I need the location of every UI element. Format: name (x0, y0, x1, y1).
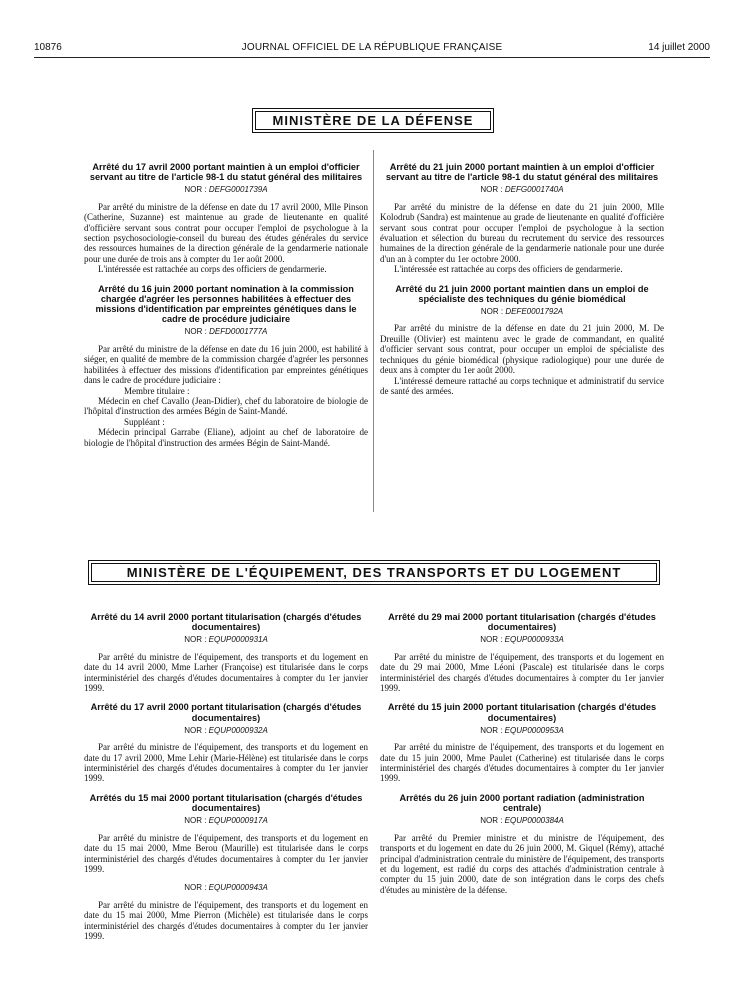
article-paragraph: Par arrêté du ministre de l'équipement, des transports et du logement en date du 14 avril 2000, Mme Larher (Françoise) est titularisée dans le corps interministériel des chargés d'études documentaires à compter du 1er janvier 1999. (84, 651, 368, 694)
header-rule (34, 57, 710, 58)
article-title: Arrêté du 17 avril 2000 portant maintien à un emploi d'officier servant au titre de l'article 98-1 du statut général des militaires (89, 162, 363, 183)
article-paragraph: L'intéressée est rattachée au corps des officiers de gendarmerie. (394, 264, 623, 275)
article-body (84, 833, 368, 875)
article-paragraph: Suppléant : (124, 416, 165, 427)
nor-reference (380, 816, 664, 826)
article-title: Arrêté du 16 juin 2000 portant nomination à la commission chargée d'agréer les personnes habilitées à effectuer des missions d'identification par empreintes génétiques dans le cadre de procédure judiciaire (95, 283, 357, 325)
nor-label: NOR : (184, 883, 207, 893)
nor-code: EQUP0000931A (208, 635, 268, 645)
nor-reference (84, 883, 368, 893)
nor-label: NOR : (480, 725, 503, 735)
article-title: Arrêté du 21 juin 2000 portant maintien à un emploi d'officier servant au titre de l'article 98-1 du statut général des militaires (385, 162, 659, 183)
ministry-banner-equipment (88, 560, 660, 585)
article-title: Arrêté du 15 juin 2000 portant titularisation (chargés d'études documentaires) (387, 702, 657, 723)
nor-reference (84, 726, 368, 736)
article-paragraph: Par arrêté du ministre de l'équipement, des transports et du logement en date du 15 mai 2000, Mme Pierron (Michèle) est titularisée dans le corps interministériel des chargés d'études documentaires à compter du 1er janvier 1999. (84, 899, 368, 941)
nor-code: EQUP0000384A (504, 816, 564, 826)
article-body (380, 833, 664, 895)
article-paragraph: L'intéressée est rattachée au corps des officiers de gendarmerie. (98, 264, 327, 275)
nor-reference (380, 726, 664, 736)
article-paragraph: Par arrêté du ministre de l'équipement, des transports et du logement en date du 15 juin 2000, Mme Paulet (Catherine) est titularisée dans le corps interministériel des chargés d'études documentaires à compter du 1er janvier 1999. (380, 742, 664, 784)
article-body (84, 652, 368, 694)
article-title: Arrêté du 14 avril 2000 portant titularisation (chargés d'études documentaires) (90, 612, 362, 633)
article (84, 793, 368, 874)
article-paragraph: Par arrêté du Premier ministre et du ministre de l'équipement, des transports et du logement en date du 26 juin 2000, M. Giquel (Rémy), attaché principal d'administration centrale du ministère de l'équipement, des transports et du logement, est radié du corps des attachés d'administration centrale à compter du 15 juin 2000, date de son intégration dans le corps des chefs d'études au ministère de la défense. (380, 832, 664, 895)
article (380, 612, 664, 693)
nor-code: EQUP0000943A (208, 883, 268, 893)
column-defense-right (380, 162, 664, 405)
article-title: Arrêté du 29 mai 2000 portant titularisation (chargés d'études documentaires) (388, 612, 656, 633)
article-paragraph: Par arrêté du ministre de la défense en date du 16 juin 2000, est habilité à siéger, en qualité de membre de la commission chargée d'agréer les personnes habilitées à effectuer des missions d'identification par empreintes génétiques dans le cadre de procédure judiciaire : (84, 343, 368, 386)
article-body (84, 742, 368, 784)
article (84, 883, 368, 941)
article-body (84, 344, 368, 448)
article-paragraph: Par arrêté du ministre de l'équipement, des transports et du logement en date du 15 mai 2000, Mme Berou (Maurille) est titularisée dans le corps interministériel des chargés d'études documentaires à compter du 1er janvier 1999. (84, 832, 368, 874)
nor-code: EQUP0000932A (208, 725, 268, 735)
article-paragraph: Par arrêté du ministre de l'équipement, des transports et du logement en date du 17 avril 2000, Mme Lehir (Marie-Hélène) est titularisée dans le corps interministériel des chargés d'études documentaires à compter du 1er janvier 1999. (84, 742, 368, 784)
article-body (84, 202, 368, 275)
ministry-banner-defense (252, 108, 494, 133)
column-equipment-left (84, 612, 368, 950)
article-body (380, 652, 664, 694)
nor-code: DEFG0001740A (504, 185, 564, 195)
nor-reference (84, 185, 368, 195)
nor-label: NOR : (184, 816, 207, 826)
nor-label: NOR : (480, 185, 503, 195)
article (84, 284, 368, 448)
nor-code: EQUP0000953A (504, 725, 564, 735)
nor-label: NOR : (480, 307, 504, 317)
ministry-banner-label: MINISTÈRE DE L'ÉQUIPEMENT, DES TRANSPORTS ET DU LOGEMENT (91, 563, 657, 582)
nor-label: NOR : (480, 816, 503, 826)
nor-label: NOR : (184, 635, 207, 645)
issue-date: 14 juillet 2000 (648, 42, 710, 53)
nor-label: NOR : (184, 725, 207, 735)
column-defense-left (84, 162, 368, 457)
article-paragraph: Médecin en chef Cavallo (Jean-Didier), chef du laboratoire de biologie de l'hôpital d'instruction des armées Bégin de Saint-Mandé. (84, 395, 368, 417)
article-paragraph: L'intéressé demeure rattaché au corps technique et administratif du service de santé des armées. (380, 375, 664, 396)
article-paragraph: Par arrêté du ministre de la défense en date du 17 avril 2000, Mlle Pinson (Catherine, Suzanne) est maintenue au grade de lieutenante en qualité d'officière servant sous contrat pour occuper l'emploi de psychologue à la section psychosociologie-conseil du bureau des études générales du service des ressources humaines de la direction générale de la gendarmerie nationale pour une durée de trois ans à compter du 1er août 2000. (84, 201, 368, 264)
article-paragraph: Par arrêté du ministre de la défense en date du 21 juin 2000, Mlle Kolodrub (Sandra) est maintenue au grade de lieutenante en qualité d'officière servant sous contrat pour occuper l'emploi de psychologue à la section évaluation et sélection du bureau du recrutement du service des ressources humaines de la direction générale de la gendarmerie nationale pour une durée d'un an à compter du 1er octobre 2000. (380, 201, 664, 264)
nor-label: NOR : (184, 185, 207, 195)
nor-code: DEFD0001777A (209, 327, 268, 337)
article (380, 793, 664, 895)
nor-code: EQUP0000917A (208, 816, 268, 826)
column-equipment-right (380, 612, 664, 904)
article (380, 162, 664, 275)
nor-code: DEFG0001739A (208, 185, 268, 195)
nor-reference (84, 816, 368, 826)
article-title: Arrêtés du 26 juin 2000 portant radiation (administration centrale) (399, 792, 645, 814)
article (84, 702, 368, 783)
article (84, 162, 368, 275)
nor-reference (380, 307, 664, 317)
article (84, 612, 368, 693)
nor-code: EQUP0000933A (504, 635, 564, 645)
article-title: Arrêté du 17 avril 2000 portant titularisation (chargés d'études documentaires) (90, 702, 362, 723)
article-paragraph: Médecin principal Garrabe (Eliane), adjoint au chef de laboratoire de biologie de l'hôpital d'instruction des armées Bégin de Saint-Mandé. (84, 427, 368, 448)
article-body (84, 900, 368, 942)
article-paragraph: Membre titulaire : (124, 385, 190, 396)
article-title: Arrêté du 21 juin 2000 portant maintien dans un emploi de spécialiste des techniques du génie biomédical (395, 283, 649, 304)
article-title: Arrêtés du 15 mai 2000 portant titularisation (chargés d'études documentaires) (89, 792, 363, 814)
nor-reference (380, 635, 664, 645)
nor-reference (84, 635, 368, 645)
column-divider (373, 150, 374, 512)
journal-title: JOURNAL OFFICIEL DE LA RÉPUBLIQUE FRANÇAISE (241, 42, 503, 53)
ministry-banner-label: MINISTÈRE DE LA DÉFENSE (255, 111, 491, 130)
nor-label: NOR : (480, 635, 503, 645)
article-paragraph: Par arrêté du ministre de la défense en date du 21 juin 2000, M. De Dreuille (Olivier) est maintenu avec le grade de commandant, en qualité d'officier servant sous contrat, pour occuper un emploi de spécialiste des techniques du génie biomédical (physique radiologique) pour une durée de deux ans à compter du 1er août 2000. (380, 323, 664, 376)
nor-code: DEFE0001792A (505, 307, 564, 317)
article-body (380, 323, 664, 396)
article-body (380, 202, 664, 275)
nor-reference (380, 185, 664, 195)
article (380, 284, 664, 397)
nor-reference (84, 327, 368, 337)
page-number: 10876 (34, 42, 62, 53)
article (380, 702, 664, 783)
nor-label: NOR : (184, 327, 207, 337)
article-body (380, 742, 664, 784)
article-paragraph: Par arrêté du ministre de l'équipement, des transports et du logement en date du 29 mai 2000, Mme Léoni (Pascale) est titularisée dans le corps interministériel des chargés d'études documentaires à compter du 1er janvier 1999. (380, 651, 664, 694)
